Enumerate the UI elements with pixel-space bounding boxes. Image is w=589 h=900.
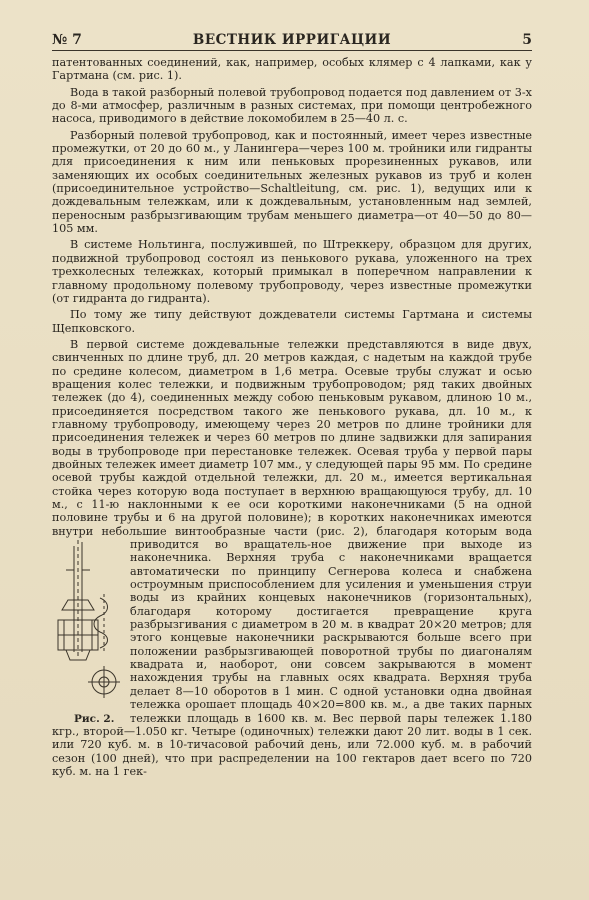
issue-number: № 7 bbox=[52, 32, 82, 48]
paragraph-1: патентованных соединений, как, например, особых клямер с 4 лапками, как у Гартмана (см. рис. 1). bbox=[52, 56, 532, 83]
paragraph-6-text-start: В первой системе дождевальные тележки представляются в виде двух, свинченных по длине труб, дл. 20 метров каждая, с надетым на каждой трубе по средине колесом, диаметром в 1,6 метра. Осевые трубы служат и осью вращения колес тележки, и подвижным трубопроводом; ряд таких двойных тележек (до 4), соединенных между собою пеньковым рукавом, длиною 10 м., присоединяется посредством такого же пенькового рукава, дл. 10 м., к главному трубопроводу, имеющему через 20 метров по длине тройники для присоединения тележек и через 60 метров по длине задвижки для запирания воды в трубопроводе при перестановке тележек. Осевая труба у первой пары двойных тележек имеет диаметр 107 мм., у следующей пары 95 мм. По средине осевой трубы каждой отдельной тележки, дл. 20 м., имеется вертикальная стойка через которую вода поступает в верхнюю вращающуюся трубу, дл. 10 м., с 11-ю наклонными к ее оси короткими наконечниками (5 на одной половине трубы и 6 на другой половине); в коротких наконечниках имеются внутри небольшие винтообразные части (рис. 2), благодаря которым вода приводится во вращатель- bbox=[52, 337, 532, 552]
page-number: 5 bbox=[522, 32, 532, 48]
figure-2-sprinkler-nozzle bbox=[52, 540, 120, 725]
paragraph-5: По тому же типу действуют дождеватели системы Гартмана и системы Щепковского. bbox=[52, 308, 532, 335]
nozzle-drawing bbox=[52, 540, 120, 708]
paragraph-4: В системе Нольтинга, послужившей, по Штреккеру, образцом для других, подвижной трубопровод состоял из пенькового рукава, уложенного на трех трехколесных тележках, который примыкал в поперечном направлении к главному продольному полевому трубопроводу, через известные промежутки (от гидранта до гидранта). bbox=[52, 238, 532, 305]
article-body bbox=[52, 56, 532, 781]
paragraph-6 bbox=[52, 338, 532, 778]
running-header bbox=[52, 28, 532, 51]
journal-title: ВЕСТНИК ИРРИГАЦИИ bbox=[192, 32, 392, 48]
paragraph-6-text-wrapped: ное движение при выходе из наконечника. Верхняя труба с наконечниками вращается автоматически по принципу Сегнерова колеса и снабжена остроумным приспособлением для усиления и уменьшения струи воды из крайних концевых наконечников (горизонтальных), благодаря которому достигается превращение круга разбрызгивания с диаметром в 20 м. в квадрат 20×20 метров; для этого концевые наконечники раскрываются больше всего при положении разбрызгивающей поворотной трубы по диагоналям квадрата и, наоборот, они совсем закрываются в момент нахождения трубы на главных осях квадрата. Верхняя труба делает 8—10 оборотов в 1 мин. С одной установки одна двойная тележка орошает площадь 40×20=800 кв. м., а две таких парных тележки площадь в 1600 кв. м. Вес первой пары тележек 1.180 кгр., второй—1.050 кг. Четыре (одиночных) тележки дают 20 лит. воды в 1 сек. или 720 куб. м. в 10-тичасовой рабочий день, или 72.000 куб. м. в рабочий сезон (100 дней), что при распределении на 100 гектаров дает всего по 720 куб. м. на 1 гек- bbox=[52, 538, 532, 778]
paragraph-2: Вода в такой разборный полевой трубопровод подается под давлением от 3-х до 8-ми атмосфер, различным в разных системах, при помощи центробежного насоса, приводимого в действие локомобилем в 25—40 л. с. bbox=[52, 85, 532, 126]
paragraph-3: Разборный полевой трубопровод, как и постоянный, имеет через известные промежутки, от 20 до 60 м., у Ланингера—через 100 м. тройники или гидранты для присоединения к ним или пеньковых прорезиненных рукавов, или заменяющих их особых соединительных железных рукавов из труб и колен (присоединительное устройство—Schaltleitung, см. рис. 1), ведущих или к дождевальным тележкам, или к дождевальным, установленным над землей, переносным разбрызгивающим трубам меньшего диаметра—от 40—50 до 80—105 мм. bbox=[52, 128, 532, 236]
figure-caption: Рис. 2. bbox=[74, 712, 115, 725]
